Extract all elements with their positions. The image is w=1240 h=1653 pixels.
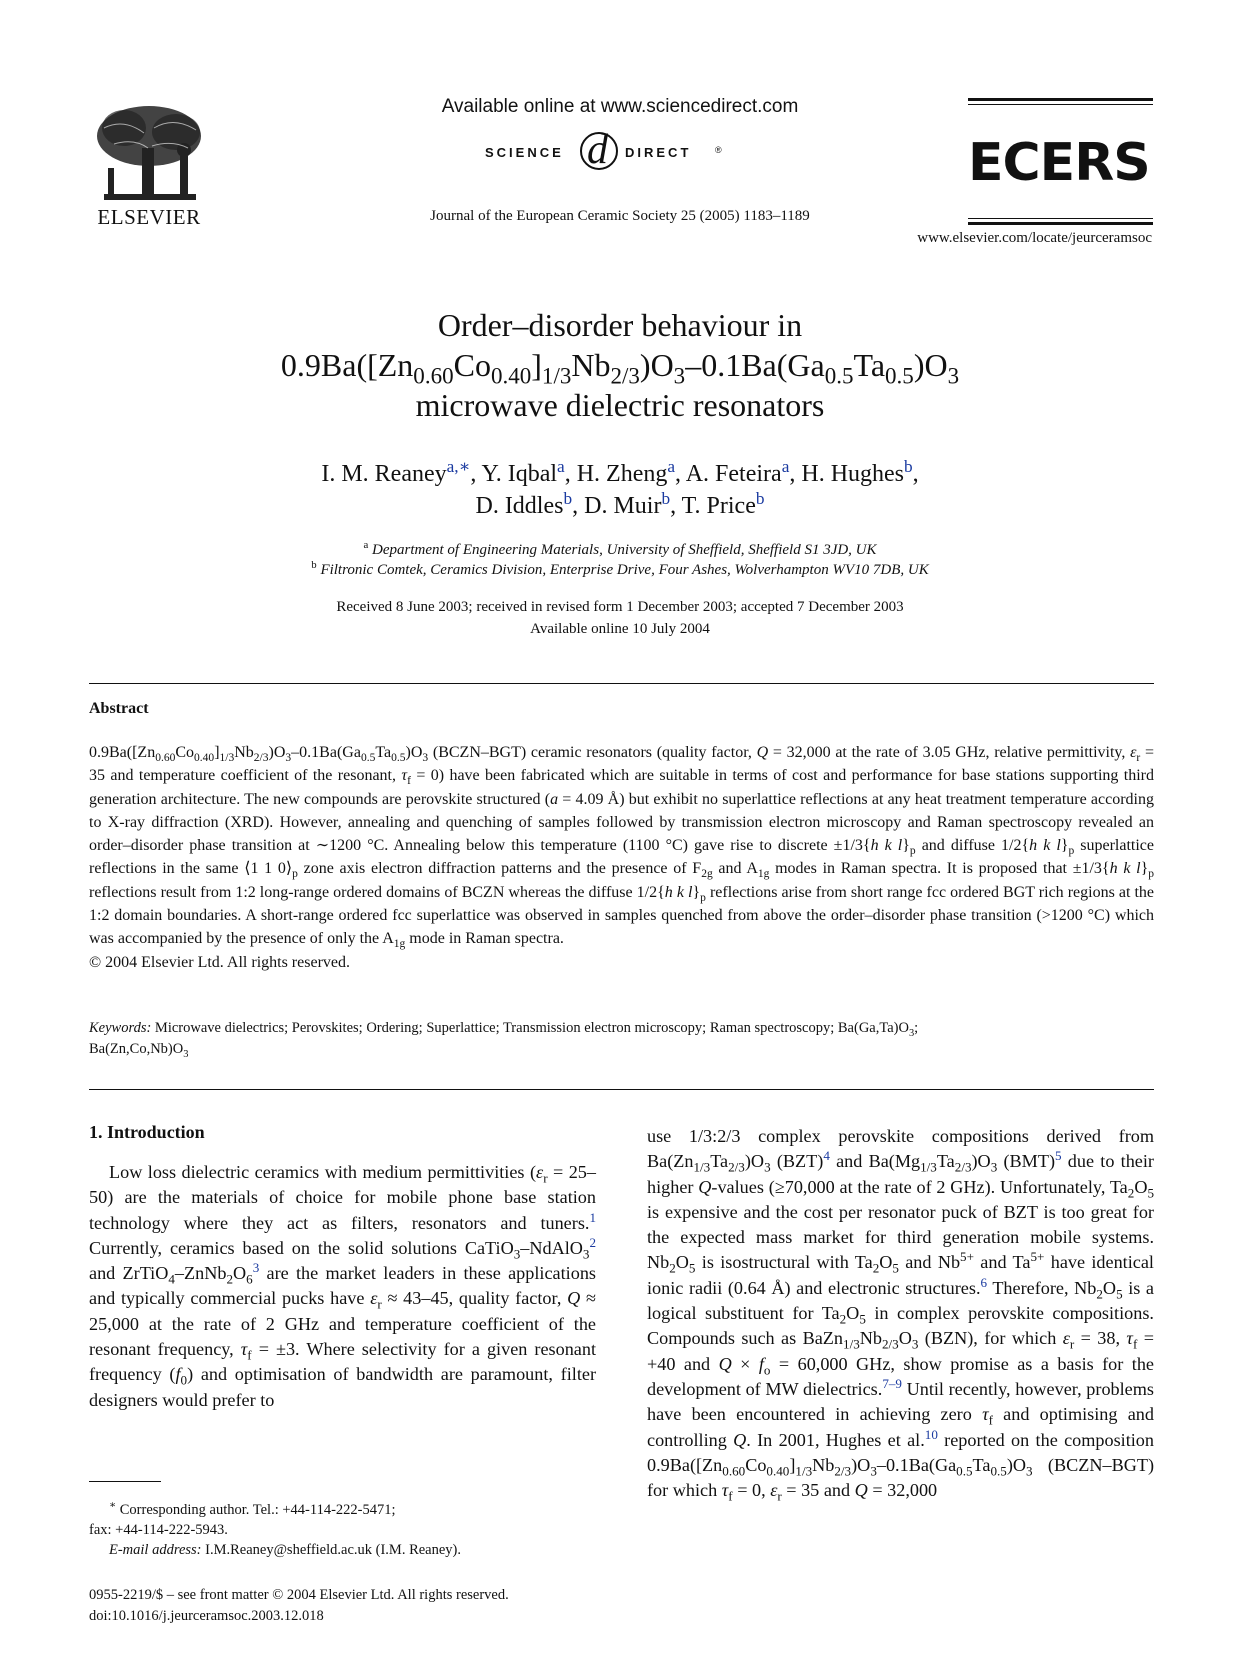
- article-dates: [150, 596, 1090, 640]
- svg-text:d: d: [587, 127, 608, 173]
- author-affil-mark[interactable]: a: [781, 457, 790, 476]
- author-affil-mark[interactable]: a: [557, 457, 565, 476]
- abstract-body: $0.9Ba([Zn_{0.60}Co_{0.40}]_{1/3}Nb_{2/3})O_3-0.1Ba(Ga_{0.5}Ta_{0.5})O_3$ (BCZN–BGT) ceramic resonators (quality factor, Q = 32,000 at the rate of 3.05 GHz, relative permittivity, $\varepsilon_r = 35$ and temperature coefficient of the resonant, $\tau_f = 0$) have been fabricated which are suitable in terms of cost and performance for base stations supporting third generation architecture. The new compounds are perovskite structured (a = 4.09 Å) but exhibit no superlattice reflections at any heat treatment temperature according to X-ray diffraction (XRD). However, annealing and quenching of samples followed by transmission electron microscopy and Raman spectroscopy revealed an order–disorder phase transition at ∼1200 °C. Annealing below this temperature (1100 °C) gave rise to discrete ±1/3{h k $l\}_p$ and diffuse 1/2{h k $l\}_p$ superlattice reflections in the same ⟨1 1 $0⟩_p$ zone axis electron diffraction patterns and the presence of $F_{2g}$ and $A_{1g}$ modes in Raman spectra. It is proposed that ±1/3{h k $l\}_p$ reflections result from 1:2 long-range ordered domains of BCZN whereas the diffuse 1/2{h k $l\}_p$ reflections arise from short range fcc ordered BGT rich regions at the 1:2 domain boundaries. A short-range ordered fcc superlattice was observed in samples quenched from above the order–disorder phase transition (>1200 °C) which was accompanied by the presence of only the $A_{1g}$ mode in Raman spectra. © 2004 Elsevier Ltd. All rights reserved.: [89, 744, 1155, 971]
- email-label: E-mail address:: [109, 1542, 202, 1558]
- header-rule-top: [968, 98, 1153, 101]
- issn-line: 0955-2219/$ – see front matter © 2004 Elsevier Ltd. All rights reserved.: [89, 1587, 509, 1603]
- section-heading-introduction: 1. Introduction: [89, 1122, 205, 1142]
- author-affil-mark[interactable]: b: [563, 489, 573, 508]
- footnote-rule: [89, 1481, 161, 1482]
- header-rule-top-thin: [968, 104, 1153, 105]
- sd-left-text: SCIENCE: [485, 145, 564, 160]
- abstract-rule-bottom: [89, 1089, 1154, 1090]
- sciencedirect-logo: [475, 127, 775, 173]
- corresponding-author-note: Corresponding author. Tel.: +44-114-222-5471;: [119, 1502, 396, 1518]
- author-affil-mark[interactable]: b: [755, 489, 765, 508]
- title-line-2: $0.9Ba([Zn_{0.60}Co_{0.40}]_{1/3}Nb_{2/3})O_3-0.1Ba(Ga_{0.5}Ta_{0.5})O_3$: [280, 347, 960, 389]
- affil-mark: a: [363, 539, 369, 551]
- journal-url-link[interactable]: www.elsevier.com/locate/jeurceramsoc: [917, 230, 1152, 246]
- abstract-copyright: © 2004 Elsevier Ltd. All rights reserved.: [89, 953, 350, 971]
- affiliation-b: Filtronic Comtek, Ceramics Division, Enterprise Drive, Four Ashes, Wolverhampton WV10 7DB, UK: [320, 562, 929, 578]
- publisher-name: ELSEVIER: [97, 205, 201, 229]
- keywords: Keywords: Microwave dielectrics; Perovskites; Ordering; Superlattice; Transmission electron microscopy; Raman spectroscopy; $Ba(Ga,Ta)O_3$; $Ba(Zn,Co,Nb)O_3$: [89, 1020, 919, 1060]
- front-matter: [89, 1585, 649, 1627]
- title-line-1: Order–disorder behaviour in: [437, 307, 803, 343]
- body-column-right: use 1/3:2/3 complex perovskite compositions derived from $Ba(Zn_{1/3}Ta_{2/3})O_3$ (BZT)$^4$ and $Ba(Mg_{1/3}Ta_{2/3})O_3$ (BMT)$^5$ due to their higher Q-values (≥70,000 at the rate of 2 GHz). Unfortunately, $Ta_2O_5$ is expensive and the cost per resonator puck of BZT is too great for the expected mass market for third generation mobile systems. $Nb_2O_5$ is isostructural with $Ta_2O_5$ and $Nb^{5+}$ and $Ta^{5+}$ have identical ionic radii (0.64 Å) and electronic structures.$^6$ Therefore, $Nb_2O_5$ is a logical substituent for $Ta_2O_5$ in complex perovskite compositions. Compounds such as $BaZn_{1/3}Nb_{2/3}O_3$ (BZN), for which $\varepsilon_r = 38$, $\tau_f = +40$ and $Q \times f_o = 60,000$ GHz, show promise as a basis for the development of MW dielectrics.$^{7-9}$ Until recently, however, problems have been encountered in achieving zero $\tau_f$ and optimising and controlling Q. In 2001, Hughes et al.$^{10}$ reported on the composition $0.9Ba([Zn_{0.60}Co_{0.40}]_{1/3}Nb_{2/3})O_3-0.1Ba(Ga_{0.5}Ta_{0.5})O_3$ (BCZN–BGT) for which $\tau_f = 0$, $\varepsilon_r = 35$ and Q = 32,000: [647, 1126, 1154, 1504]
- footnotes: ∗ Corresponding author. Tel.: +44-114-222-5471; fax: +44-114-222-5943. E-mail address: I.M.Reaney@sheffield.ac.uk (I.M. Reaney).: [89, 1500, 596, 1560]
- doi-line[interactable]: doi:10.1016/j.jeurceramsoc.2003.12.018: [89, 1608, 324, 1624]
- author-name[interactable]: T. Price: [681, 493, 756, 519]
- journal-citation: Journal of the European Ceramic Society 25 (2005) 1183–1189: [430, 208, 810, 224]
- ecers-logo-text: ECERS: [968, 133, 1150, 188]
- email-address[interactable]: I.M.Reaney@sheffield.ac.uk (I.M. Reaney).: [205, 1542, 461, 1558]
- header-rule-bottom-thin: [968, 218, 1153, 219]
- abstract-rule-top: [89, 683, 1154, 684]
- author-affil-mark[interactable]: a: [667, 457, 676, 476]
- author-affil-mark[interactable]: a,∗: [446, 457, 471, 476]
- affil-mark: b: [311, 559, 317, 571]
- keywords-text: Microwave dielectrics; Perovskites; Ordering; Superlattice; Transmission electron microscopy; Raman spectroscopy; Ba(Ga,Ta)O: [154, 1020, 909, 1036]
- author-name[interactable]: Y. Iqbal: [481, 461, 558, 487]
- header-rule-bottom: [968, 222, 1153, 225]
- author-list: I. M. Reaney$^{a,∗}$, Y. Iqbal$^a$, H. Zheng$^a$, A. Feteira$^a$, H. Hughes$^b$, D. Iddles$^b$, D. Muir$^b$, T. Price$^b$: [321, 457, 919, 519]
- keywords-label: Keywords:: [89, 1020, 152, 1036]
- author-name[interactable]: D. Muir: [584, 493, 662, 519]
- body-column-left: Low loss dielectric ceramics with medium permittivities $(\varepsilon_r = 25-50)$ are the materials of choice for mobile phone base station technology where they act as filters, resonators and tuners.$^1$ Currently, ceramics based on the solid solutions CaTiO$_3$–NdAlO$_3^2$ and $ZrTiO_4-ZnNb_2O_6^3$ are the market leaders in these applications and typically commercial pucks have $\varepsilon_r \approx 43-45$, quality factor, Q ≈ 25,000 at the rate of 2 GHz and temperature coefficient of the resonant frequency, $\tau_f = \pm 3$. Where selectivity for a given resonant frequency $(f_0)$ and optimisation of bandwidth are paramount, filter designers would prefer to: [89, 1162, 597, 1410]
- author-name[interactable]: A. Feteira: [685, 461, 782, 487]
- received-dates: Received 8 June 2003; received in revised form 1 December 2003; accepted 7 December 2003: [336, 599, 904, 615]
- title-line-3: microwave dielectric resonators: [415, 387, 825, 423]
- ecers-logo: [968, 130, 1153, 188]
- author-affil-mark[interactable]: b: [904, 457, 913, 476]
- paper-title: [150, 305, 1090, 425]
- author-name[interactable]: H. Zheng: [576, 461, 668, 487]
- affiliation-a: Department of Engineering Materials, University of Sheffield, Sheffield S1 3JD, UK: [372, 542, 877, 558]
- svg-text:®: ®: [715, 145, 722, 155]
- abstract-heading: Abstract: [89, 700, 149, 717]
- author-name[interactable]: D. Iddles: [475, 493, 564, 519]
- affiliations: [150, 540, 1090, 580]
- author-name[interactable]: H. Hughes: [801, 461, 905, 487]
- available-online-text[interactable]: Available online at www.sciencedirect.com: [441, 96, 799, 117]
- available-online-date: Available online 10 July 2004: [530, 621, 710, 637]
- author-affil-mark[interactable]: b: [661, 489, 671, 508]
- author-name[interactable]: I. M. Reaney: [321, 461, 447, 487]
- sd-right-text: DIRECT: [625, 145, 692, 160]
- fax-note: fax: +44-114-222-5943.: [89, 1522, 228, 1538]
